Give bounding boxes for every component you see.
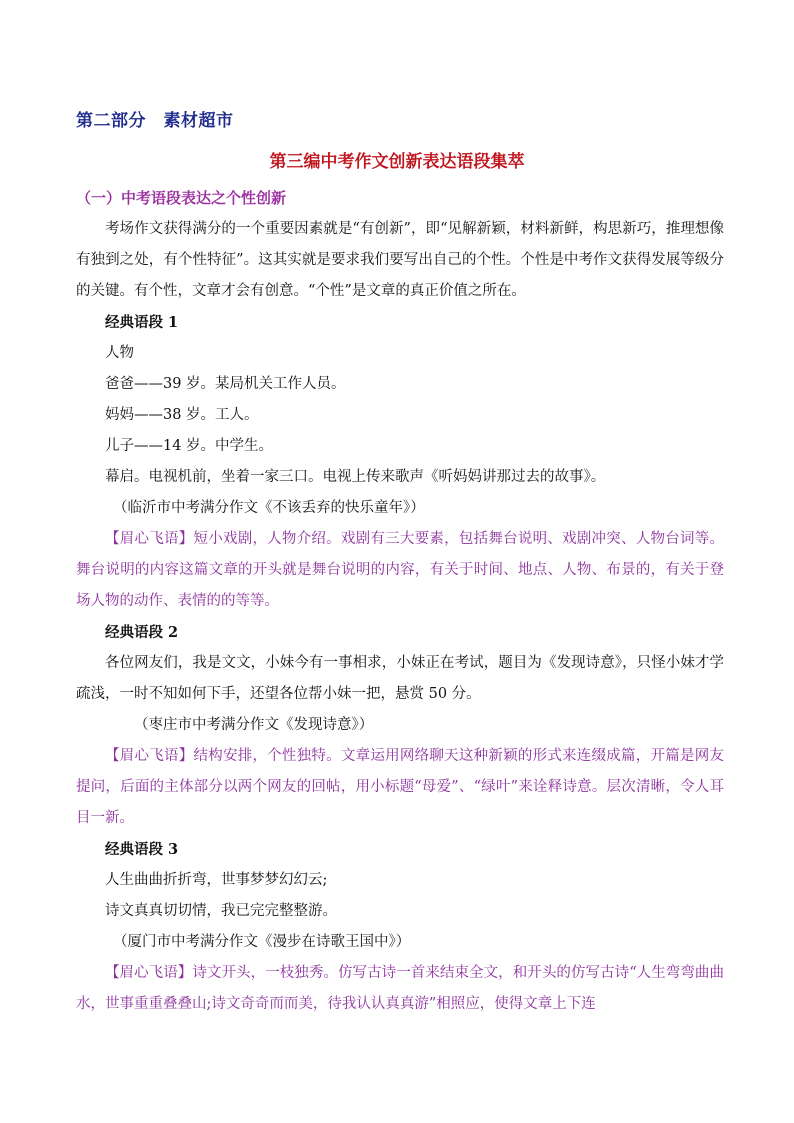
part-title: 第二部分 素材超市 <box>76 111 234 131</box>
segment-heading: 经典语段 2 <box>105 624 179 641</box>
segment-line: 爸爸——39 岁。某局机关工作人员。 <box>105 376 346 392</box>
segment-line: 妈妈——38 岁。工人。 <box>105 407 259 423</box>
segment-line: 诗文真真切切情，我已完完整整游。 <box>105 903 337 919</box>
segment-source: （厦门市中考满分作文《漫步在诗歌王国中》） <box>113 934 411 950</box>
segment-comment: 【眉心飞语】结构安排，个性独特。文章运用网络聊天这种新颖的形式来连缀成篇，开篇是网友提问，后面的主体部分以两个网友的回帖，用小标题“母爱”、“绿叶”来诠释诗意。层次清晰，令人耳目一新。 <box>76 748 724 826</box>
segment-line: 人生曲曲折折弯，世事梦梦幻幻云; <box>105 872 328 888</box>
segment-comment: 【眉心飞语】短小戏剧，人物介绍。戏剧有三大要素，包括舞台说明、戏剧冲突、人物台词等。舞台说明的内容这篇文章的开头就是舞台说明的内容，有关于时间、地点、人物、布景的，有关于登场人物的动作、表情的的等等。 <box>76 531 724 609</box>
segment-heading: 经典语段 1 <box>105 314 179 331</box>
section-title: （一）中考语段表达之个性创新 <box>76 189 287 207</box>
chapter-title: 第三编中考作文创新表达语段集萃 <box>269 152 525 172</box>
segment-line: 人物 <box>105 345 134 361</box>
section-intro: 考场作文获得满分的一个重要因素就是“有创新”，即“见解新颖，材料新鲜，构思新巧，推理想像有独到之处，有个性特征”。这其实就是要求我们要写出自己的个性。个性是中考作文获得发展等级分的关键。有个性，文章才会有创意。“个性”是文章的真正价值之所在。 <box>76 221 724 299</box>
segment-source: （临沂市中考满分作文《不该丢弃的快乐童年》） <box>113 500 425 516</box>
segment-heading: 经典语段 3 <box>105 841 179 858</box>
segment-line: 儿子——14 岁。中学生。 <box>105 438 274 454</box>
segment-comment: 【眉心飞语】诗文开头，一枝独秀。仿写古诗一首来结束全文，和开头的仿写古诗“人生弯弯曲曲水，世事重重叠叠山;诗文奇奇而而美，待我认认真真游”相照应，使得文章上下连 <box>76 965 724 1012</box>
segment-line: 幕启。电视机前，坐着一家三口。电视上传来歌声《听妈妈讲那过去的故事》。 <box>105 469 606 485</box>
segment-source: （枣庄市中考满分作文《发现诗意》） <box>134 717 374 733</box>
document-body <box>76 183 724 1020</box>
segment-text: 各位网友们，我是文文，小妹今有一事相求，小妹正在考试，题目为《发现诗意》，只怪小妹才学疏浅，一时不知如何下手，还望各位帮小妹一把，悬赏 50 分。 <box>76 655 724 702</box>
